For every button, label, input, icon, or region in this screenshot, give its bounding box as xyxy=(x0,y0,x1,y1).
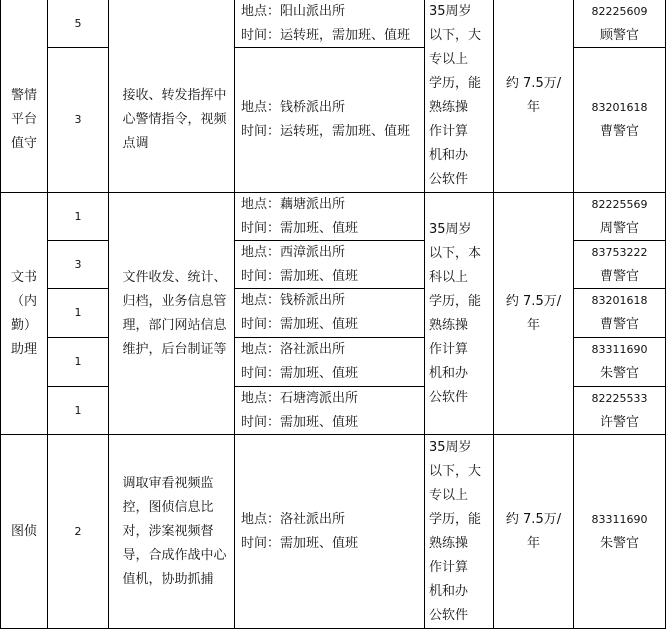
headcount-cell xyxy=(48,0,108,47)
contact-name: 周警官 xyxy=(599,220,639,236)
contact-name: 顾警官 xyxy=(599,27,639,43)
requirements-cell xyxy=(425,435,493,628)
work-time: 时间：需加班、值班 xyxy=(241,268,359,284)
headcount: 1 xyxy=(74,403,82,417)
contact-phone: 82225609 xyxy=(591,4,648,18)
contact-phone: 83311690 xyxy=(591,512,648,526)
location: 地点：西漳派出所 xyxy=(241,244,346,260)
duties: 文件收发、统计、 归档，业务信息管 理，部门网站信息 维护，后台制证等 xyxy=(122,269,227,357)
location: 地点：阳山派出所 xyxy=(241,3,346,19)
requirements: 35周岁 以下，大 专以上 学历，能 熟练操 作计算 机和办 公软件 xyxy=(429,439,482,623)
salary: 约 7.5万/ 年 xyxy=(505,76,562,115)
duties-cell xyxy=(109,193,234,434)
post-name: 警情 平台 值守 xyxy=(10,88,37,151)
headcount: 1 xyxy=(74,355,82,368)
contact-phone: 82225569 xyxy=(591,197,648,211)
location: 地点：钱桥派出所 xyxy=(241,100,346,115)
post-name: 图侦 xyxy=(10,523,37,539)
work-time: 时间：需加班、值班 xyxy=(241,220,359,236)
contact-cell xyxy=(574,289,665,337)
headcount: 3 xyxy=(74,257,82,271)
contact-phone: 82225533 xyxy=(591,391,648,405)
work-time: 时间：运转班，需加班、值班 xyxy=(241,27,411,43)
salary: 约 7.5万/ 年 xyxy=(505,293,562,333)
requirements: 35周岁 以下，大 专以上 学历，能 熟练操 作计算 机和办 公软件 xyxy=(429,4,482,187)
headcount: 1 xyxy=(74,209,82,223)
post-name-cell xyxy=(1,193,47,434)
location: 地点：藕塘派出所 xyxy=(241,196,346,212)
contact-name: 曹警官 xyxy=(599,124,639,139)
location-time-cell xyxy=(235,338,424,386)
work-time: 时间：需加班、值班 xyxy=(241,366,359,381)
salary-cell xyxy=(494,193,573,434)
headcount-cell xyxy=(48,289,108,337)
contact-phone: 83201618 xyxy=(591,101,648,114)
location-time-cell xyxy=(235,387,424,434)
contact-phone: 83753222 xyxy=(591,245,648,259)
duties: 调取审看视频监 控，图侦信息比 对，涉案视频督 导，合成作战中心 值机，协助抓捕 xyxy=(122,475,227,587)
location: 地点：石塘湾派出所 xyxy=(241,390,359,406)
headcount-cell xyxy=(48,48,108,192)
headcount: 1 xyxy=(74,306,82,319)
contact-cell xyxy=(574,0,665,47)
location-time-cell xyxy=(235,0,424,47)
contact-name: 许警官 xyxy=(599,414,639,430)
requirements-cell xyxy=(425,193,493,434)
headcount-cell xyxy=(48,387,108,434)
contact-cell xyxy=(574,241,665,288)
post-name: 文书 （内 勤） 助理 xyxy=(10,269,37,357)
salary-cell xyxy=(494,435,573,628)
work-time: 时间：需加班、值班 xyxy=(241,414,359,430)
headcount: 2 xyxy=(74,524,82,538)
post-name-cell xyxy=(1,48,47,192)
duties: 接收、转发指挥中 心警情指令，视频 点调 xyxy=(122,88,227,151)
location: 地点：钱桥派出所 xyxy=(241,293,346,308)
headcount-cell xyxy=(48,435,108,628)
headcount: 3 xyxy=(74,113,82,126)
work-time: 时间：需加班、值班 xyxy=(241,535,359,551)
contact-phone: 83201618 xyxy=(591,294,648,307)
location-time-cell xyxy=(235,435,424,628)
salary-cell xyxy=(494,0,573,192)
headcount-cell xyxy=(48,241,108,288)
contact-name: 曹警官 xyxy=(599,317,639,332)
contact-cell xyxy=(574,435,665,628)
location: 地点：洛社派出所 xyxy=(241,342,346,357)
duties-cell xyxy=(109,48,234,192)
location-time-cell xyxy=(235,289,424,337)
requirements-cell xyxy=(425,0,493,192)
contact-cell xyxy=(574,387,665,434)
contact-cell xyxy=(574,48,665,192)
work-time: 时间：需加班、值班 xyxy=(241,317,359,332)
requirements: 35周岁 以下，本 科以上 学历，能 熟练操 作计算 机和办 公软件 xyxy=(429,221,482,405)
location-time-cell xyxy=(235,48,424,192)
work-time: 时间：运转班，需加班、值班 xyxy=(241,124,411,139)
contact-phone: 83311690 xyxy=(591,343,648,356)
location-time-cell xyxy=(235,193,424,240)
headcount: 5 xyxy=(74,16,82,30)
contact-name: 朱警官 xyxy=(599,535,639,551)
headcount-cell xyxy=(48,193,108,240)
contact-cell xyxy=(574,193,665,240)
location: 地点：洛社派出所 xyxy=(241,511,346,527)
headcount-cell xyxy=(48,338,108,386)
contact-cell xyxy=(574,338,665,386)
location-time-cell xyxy=(235,241,424,288)
post-name-cell xyxy=(1,435,47,628)
contact-name: 曹警官 xyxy=(599,268,639,284)
salary: 约 7.5万/ 年 xyxy=(505,511,562,551)
contact-name: 朱警官 xyxy=(599,366,639,381)
duties-cell xyxy=(109,435,234,628)
